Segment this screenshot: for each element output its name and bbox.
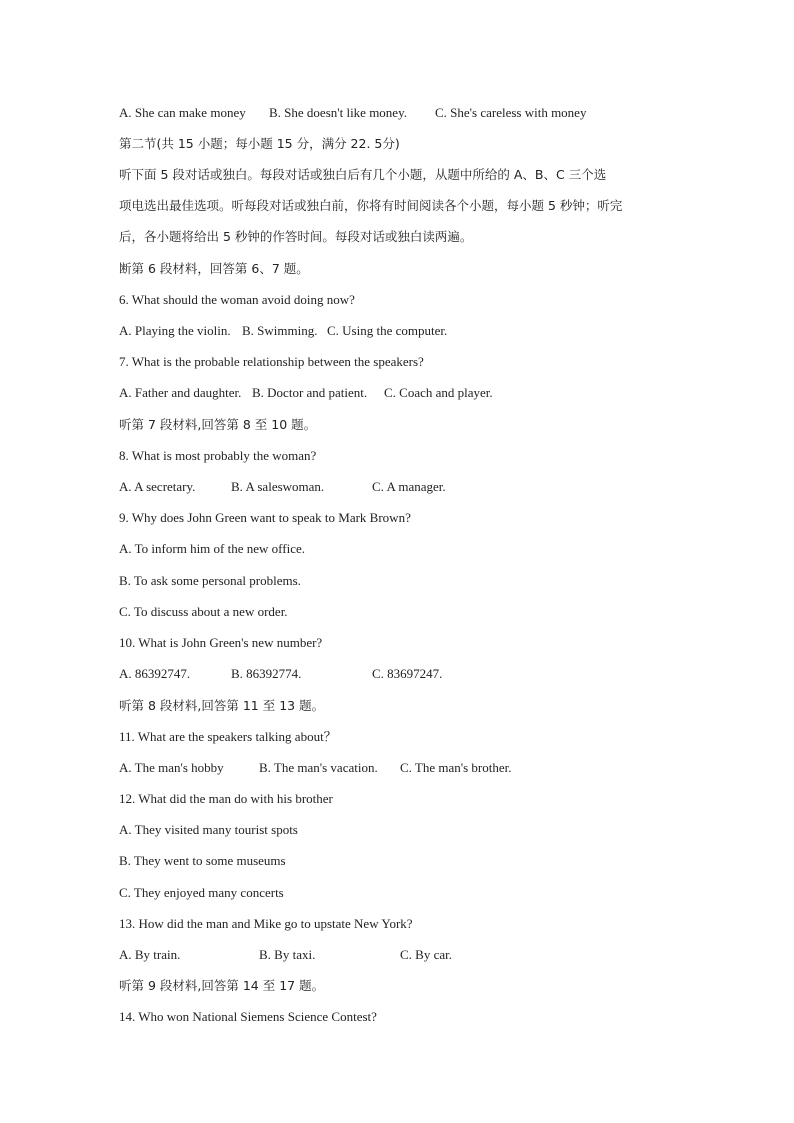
option-c: C. 83697247. — [372, 666, 443, 681]
option-b: B. By taxi. — [259, 947, 316, 962]
option-b: B. A saleswoman. — [231, 479, 325, 494]
question-13: 13. How did the man and Mike go to upstate New York? — [119, 916, 413, 931]
option-a: A. By train. — [119, 947, 181, 962]
q13-options — [119, 947, 699, 963]
q10-options — [119, 666, 699, 682]
question-14: 14. Who won National Siemens Science Contest? — [119, 1009, 377, 1024]
material-7-heading: 听第 7 段材料,回答第 8 至 10 题。 — [119, 417, 317, 432]
option-c: C. A manager. — [372, 479, 446, 494]
question-11: 11. What are the speakers talking about？ — [119, 729, 337, 744]
instruction-line-3: 后，各小题将给出 5 秒钟的作答时间。每段对话或独白读两遍。 — [119, 229, 473, 244]
q12-option-a: A. They visited many tourist spots — [119, 822, 298, 837]
q8-options — [119, 479, 699, 495]
question-10: 10. What is John Green's new number? — [119, 635, 323, 650]
q9-option-a: A. To inform him of the new office. — [119, 541, 305, 556]
option-b: B. Doctor and patient. — [252, 385, 368, 400]
option-b: B. She doesn't like money. — [269, 105, 407, 120]
option-b: B. 86392774. — [231, 666, 302, 681]
option-b: B. The man's vacation. — [259, 760, 378, 775]
q11-options — [119, 760, 699, 776]
option-c: C. Coach and player. — [384, 385, 493, 400]
material-9-heading: 听第 9 段材料,回答第 14 至 17 题。 — [119, 978, 325, 993]
option-c: C. Using the computer. — [327, 323, 448, 338]
option-a: A. The man's hobby — [119, 760, 224, 775]
option-a: A. Playing the violin. — [119, 323, 231, 338]
option-c: C. The man's brother. — [400, 760, 512, 775]
q5-options — [119, 105, 699, 121]
option-a: A. 86392747. — [119, 666, 191, 681]
option-c: C. She's careless with money — [435, 105, 587, 120]
material-6-heading: 断第 6 段材料，回答第 6、7 题。 — [119, 261, 309, 276]
question-7: 7. What is the probable relationship between the speakers? — [119, 354, 424, 369]
instruction-line-1: 听下面 5 段对话或独白。每段对话或独白后有几个小题，从题中所给的 A、B、C 三个选 — [119, 167, 607, 182]
question-9: 9. Why does John Green want to speak to Mark Brown? — [119, 510, 411, 525]
q12-option-b: B. They went to some museums — [119, 853, 286, 868]
option-a: A. A secretary. — [119, 479, 196, 494]
option-c: C. By car. — [400, 947, 452, 962]
option-b: B. Swimming. — [242, 323, 318, 338]
question-6: 6. What should the woman avoid doing now? — [119, 292, 355, 307]
q9-option-c: C. To discuss about a new order. — [119, 604, 288, 619]
question-8: 8. What is most probably the woman? — [119, 448, 317, 463]
option-a: A. Father and daughter. — [119, 385, 242, 400]
option-a: A. She can make money — [119, 105, 246, 120]
q12-option-c: C. They enjoyed many concerts — [119, 885, 284, 900]
instruction-line-2: 项电选出最佳选项。听每段对话或独白前，你将有时间阅读各个小题，每小题 5 秒钟；听完 — [119, 198, 623, 213]
material-8-heading: 听第 8 段材料,回答第 11 至 13 题。 — [119, 698, 325, 713]
question-12: 12. What did the man do with his brother — [119, 791, 333, 806]
q9-option-b: B. To ask some personal problems. — [119, 573, 301, 588]
section-heading: 第二节(共 15 小题；每小题 15 分，满分 22. 5分) — [119, 136, 400, 151]
q7-options — [119, 385, 699, 401]
q6-options — [119, 323, 699, 339]
